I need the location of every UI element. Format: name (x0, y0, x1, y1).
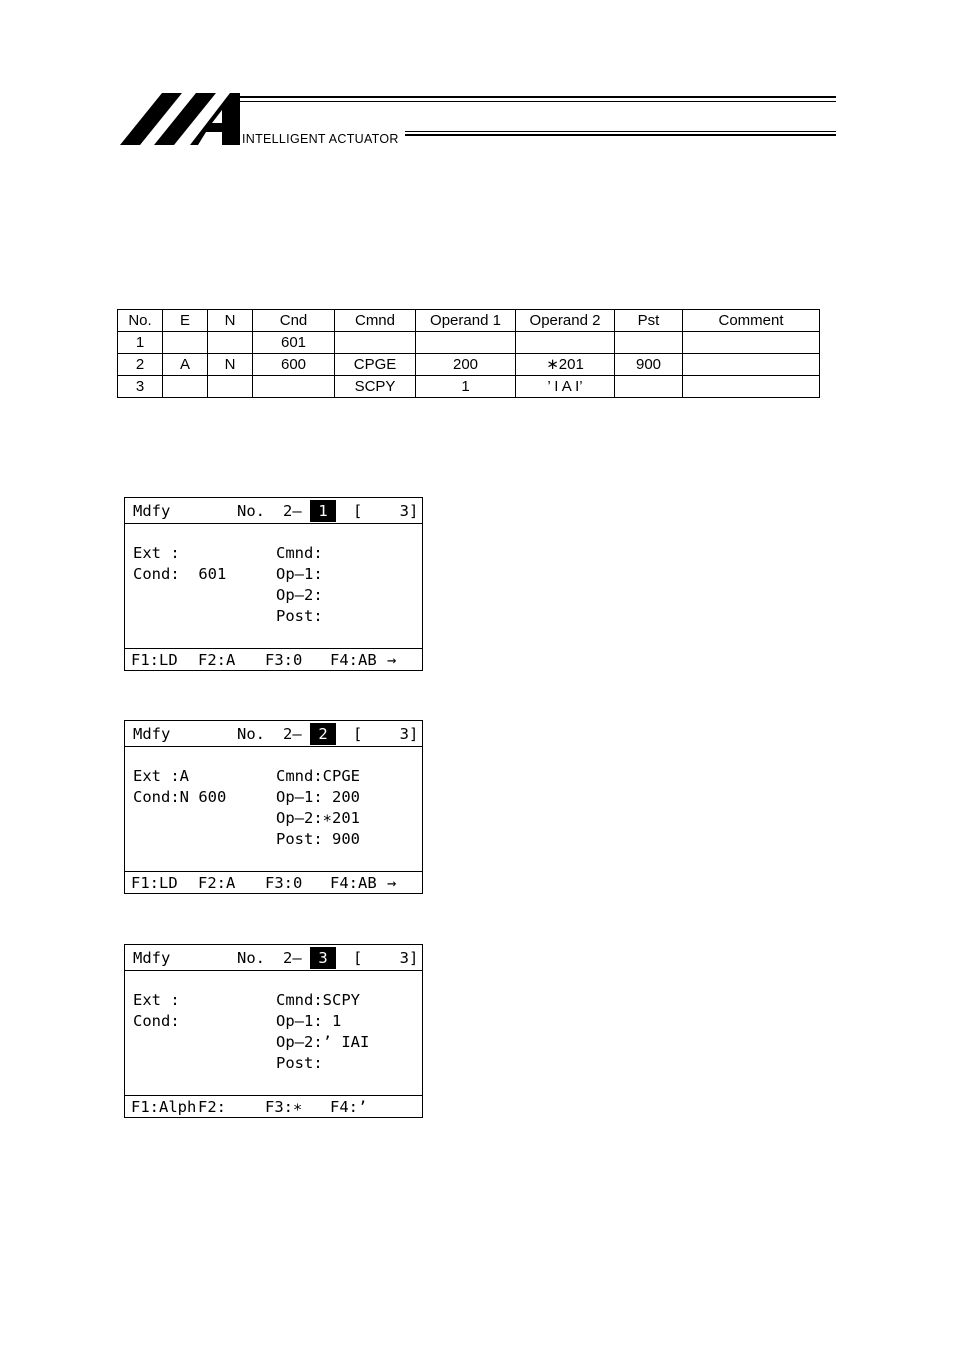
column-header: N (208, 310, 253, 332)
column-header: Operand 1 (416, 310, 516, 332)
column-header: E (163, 310, 208, 332)
f2-key[interactable]: F2:A (198, 874, 236, 892)
table-cell: 2 (118, 354, 163, 376)
divider (125, 648, 422, 649)
f4-key[interactable]: F4:AB (330, 651, 377, 669)
f4-key[interactable]: F4:AB (330, 874, 377, 892)
table-cell (163, 376, 208, 398)
table-cell (163, 332, 208, 354)
lcd-screen-step-2 (124, 720, 423, 894)
ext-field: Ext : (133, 991, 180, 1009)
post-field: Post: 900 (276, 830, 360, 848)
ext-field: Ext :A (133, 767, 189, 785)
step-total: [ 3] (353, 949, 419, 967)
column-header: Comment (683, 310, 820, 332)
step-total: [ 3] (353, 725, 419, 743)
table-cell (335, 332, 416, 354)
program-number: 2– (283, 502, 302, 520)
header-rule-bottom-1 (405, 131, 836, 132)
column-header: Cnd (253, 310, 335, 332)
cond-field: Cond: 601 (133, 565, 227, 583)
mode-label: Mdfy (133, 725, 171, 743)
right-arrow-icon: → (387, 874, 397, 892)
table-cell (208, 332, 253, 354)
f3-key[interactable]: F3:0 (265, 874, 303, 892)
divider (125, 1095, 422, 1096)
op2-field: Op–2:∗201 (276, 809, 360, 827)
op1-field: Op–1: (276, 565, 323, 583)
iai-logo-icon (120, 92, 240, 146)
table-cell (615, 376, 683, 398)
step-total: [ 3] (353, 502, 419, 520)
divider (125, 970, 422, 971)
header-rule-bottom-2 (405, 134, 836, 136)
mode-label: Mdfy (133, 949, 171, 967)
table-cell: 600 (253, 354, 335, 376)
divider (125, 523, 422, 524)
table-cell: 3 (118, 376, 163, 398)
right-arrow-icon: → (387, 651, 397, 669)
post-field: Post: (276, 607, 323, 625)
f2-key[interactable]: F2:A (198, 651, 236, 669)
table-row (118, 376, 820, 398)
divider (125, 746, 422, 747)
post-field: Post: (276, 1054, 323, 1072)
cmnd-field: Cmnd:CPGE (276, 767, 360, 785)
table-cell: ’ I A I’ (516, 376, 615, 398)
table-cell: 1 (118, 332, 163, 354)
header-rule-top-1 (240, 96, 836, 98)
column-header: Operand 2 (516, 310, 615, 332)
divider (125, 871, 422, 872)
f1-key[interactable]: F1:LD (131, 651, 178, 669)
f4-key[interactable]: F4:’ (330, 1098, 368, 1116)
cmnd-field: Cmnd:SCPY (276, 991, 360, 1009)
column-header: No. (118, 310, 163, 332)
op1-field: Op–1: 1 (276, 1012, 342, 1030)
table-cell: A (163, 354, 208, 376)
brand-text: INTELLIGENT ACTUATOR (242, 132, 399, 146)
mode-label: Mdfy (133, 502, 171, 520)
f1-key[interactable]: F1:Alph (131, 1098, 197, 1116)
table-cell: 900 (615, 354, 683, 376)
table-row (118, 332, 820, 354)
cond-field: Cond: (133, 1012, 180, 1030)
f3-key[interactable]: F3:0 (265, 651, 303, 669)
program-number: 2– (283, 725, 302, 743)
ext-field: Ext : (133, 544, 180, 562)
table-cell (683, 354, 820, 376)
table-row (118, 354, 820, 376)
table-cell (683, 332, 820, 354)
table-cell: 200 (416, 354, 516, 376)
table-cell (416, 332, 516, 354)
table-cell: SCPY (335, 376, 416, 398)
table-cell: 601 (253, 332, 335, 354)
f1-key[interactable]: F1:LD (131, 874, 178, 892)
table-cell: CPGE (335, 354, 416, 376)
program-table (117, 309, 820, 398)
step-number-highlight: 2 (310, 723, 336, 745)
program-number: 2– (283, 949, 302, 967)
lcd-screen-step-1 (124, 497, 423, 671)
op2-field: Op–2: (276, 586, 323, 604)
op1-field: Op–1: 200 (276, 788, 360, 806)
table-cell (615, 332, 683, 354)
op2-field: Op–2:’ IAI (276, 1033, 370, 1051)
cond-field: Cond:N 600 (133, 788, 227, 806)
header-rule-top-2 (240, 101, 836, 102)
cmnd-field: Cmnd: (276, 544, 323, 562)
table-cell: ∗201 (516, 354, 615, 376)
table-cell: 1 (416, 376, 516, 398)
table-cell (208, 376, 253, 398)
f3-key[interactable]: F3:∗ (265, 1098, 303, 1116)
table-header-row (118, 310, 820, 332)
table-cell: N (208, 354, 253, 376)
column-header: Pst (615, 310, 683, 332)
f2-key[interactable]: F2: (198, 1098, 226, 1116)
no-label: No. (237, 502, 265, 520)
step-number-highlight: 3 (310, 947, 336, 969)
no-label: No. (237, 949, 265, 967)
step-number-highlight: 1 (310, 500, 336, 522)
no-label: No. (237, 725, 265, 743)
table-cell (516, 332, 615, 354)
lcd-screen-step-3 (124, 944, 423, 1118)
table-cell (683, 376, 820, 398)
column-header: Cmnd (335, 310, 416, 332)
table-cell (253, 376, 335, 398)
